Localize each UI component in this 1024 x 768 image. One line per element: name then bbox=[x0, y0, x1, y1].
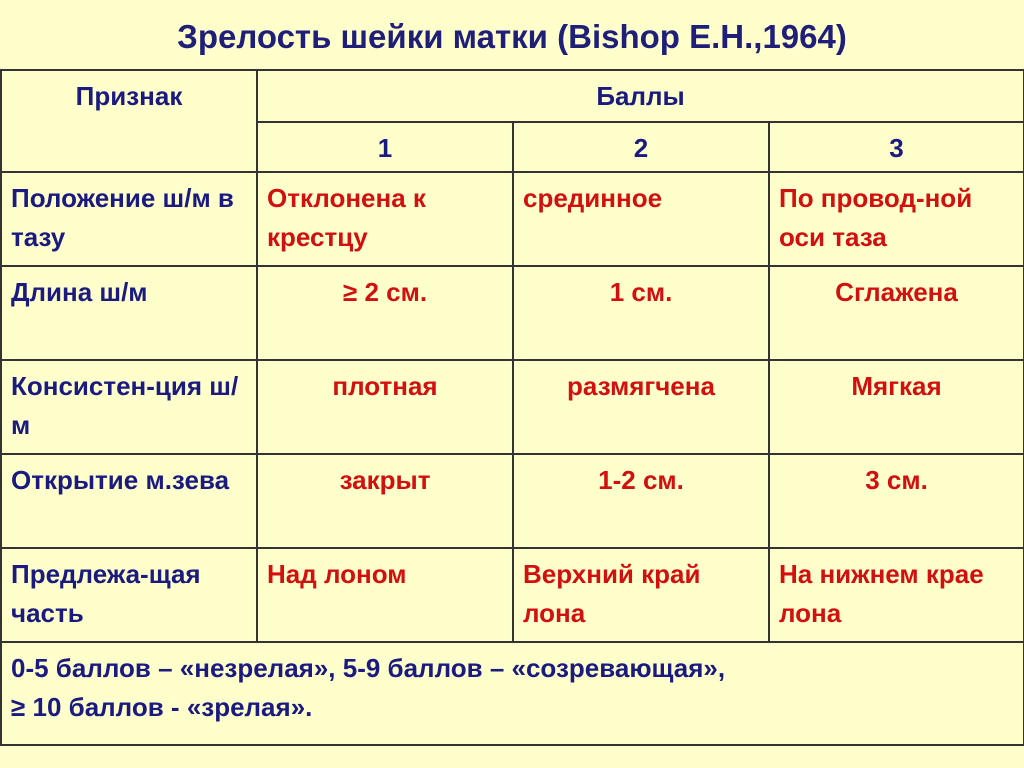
table-row bbox=[1, 548, 1024, 642]
bishop-score-table bbox=[0, 69, 1024, 746]
header-feature: Признак bbox=[75, 81, 183, 111]
maturity-summary bbox=[1, 642, 1024, 745]
score-column-2: 2 bbox=[513, 122, 769, 172]
row-value: Над лоном bbox=[257, 548, 513, 642]
row-value: 1 см. bbox=[513, 266, 769, 360]
table-row bbox=[1, 266, 1024, 360]
row-value: Мягкая bbox=[769, 360, 1024, 454]
row-feature: Консистен-ция ш/м bbox=[1, 360, 257, 454]
score-column-3: 3 bbox=[769, 122, 1024, 172]
summary-line: 0-5 баллов – «незрелая», 5-9 баллов – «созревающая», bbox=[11, 653, 726, 683]
row-value: 1-2 см. bbox=[513, 454, 769, 548]
row-value: Верхний край лона bbox=[513, 548, 769, 642]
header-points: Баллы bbox=[596, 81, 685, 111]
row-value: 3 см. bbox=[769, 454, 1024, 548]
score-column-1: 1 bbox=[257, 122, 513, 172]
row-feature: Длина ш/м bbox=[1, 266, 257, 360]
row-value: Отклонена к крестцу bbox=[257, 172, 513, 266]
page-title: Зрелость шейки матки (Bishop E.H.,1964) bbox=[177, 18, 847, 55]
row-value: размягчена bbox=[513, 360, 769, 454]
row-value: По провод-ной оси таза bbox=[769, 172, 1024, 266]
table-row bbox=[1, 172, 1024, 266]
row-feature: Положение ш/м в тазу bbox=[1, 172, 257, 266]
row-value: плотная bbox=[257, 360, 513, 454]
row-value: Сглажена bbox=[769, 266, 1024, 360]
row-feature: Открытие м.зева bbox=[1, 454, 257, 548]
header-feature-cell bbox=[1, 70, 257, 172]
row-value: срединное bbox=[513, 172, 769, 266]
row-value: На нижнем крае лона bbox=[769, 548, 1024, 642]
row-value: ≥ 2 см. bbox=[257, 266, 513, 360]
table-row bbox=[1, 360, 1024, 454]
row-feature: Предлежа-щая часть bbox=[1, 548, 257, 642]
row-value: закрыт bbox=[257, 454, 513, 548]
header-points-cell bbox=[257, 70, 1024, 122]
summary-line: ≥ 10 баллов - «зрелая». bbox=[11, 692, 313, 722]
table-row bbox=[1, 454, 1024, 548]
